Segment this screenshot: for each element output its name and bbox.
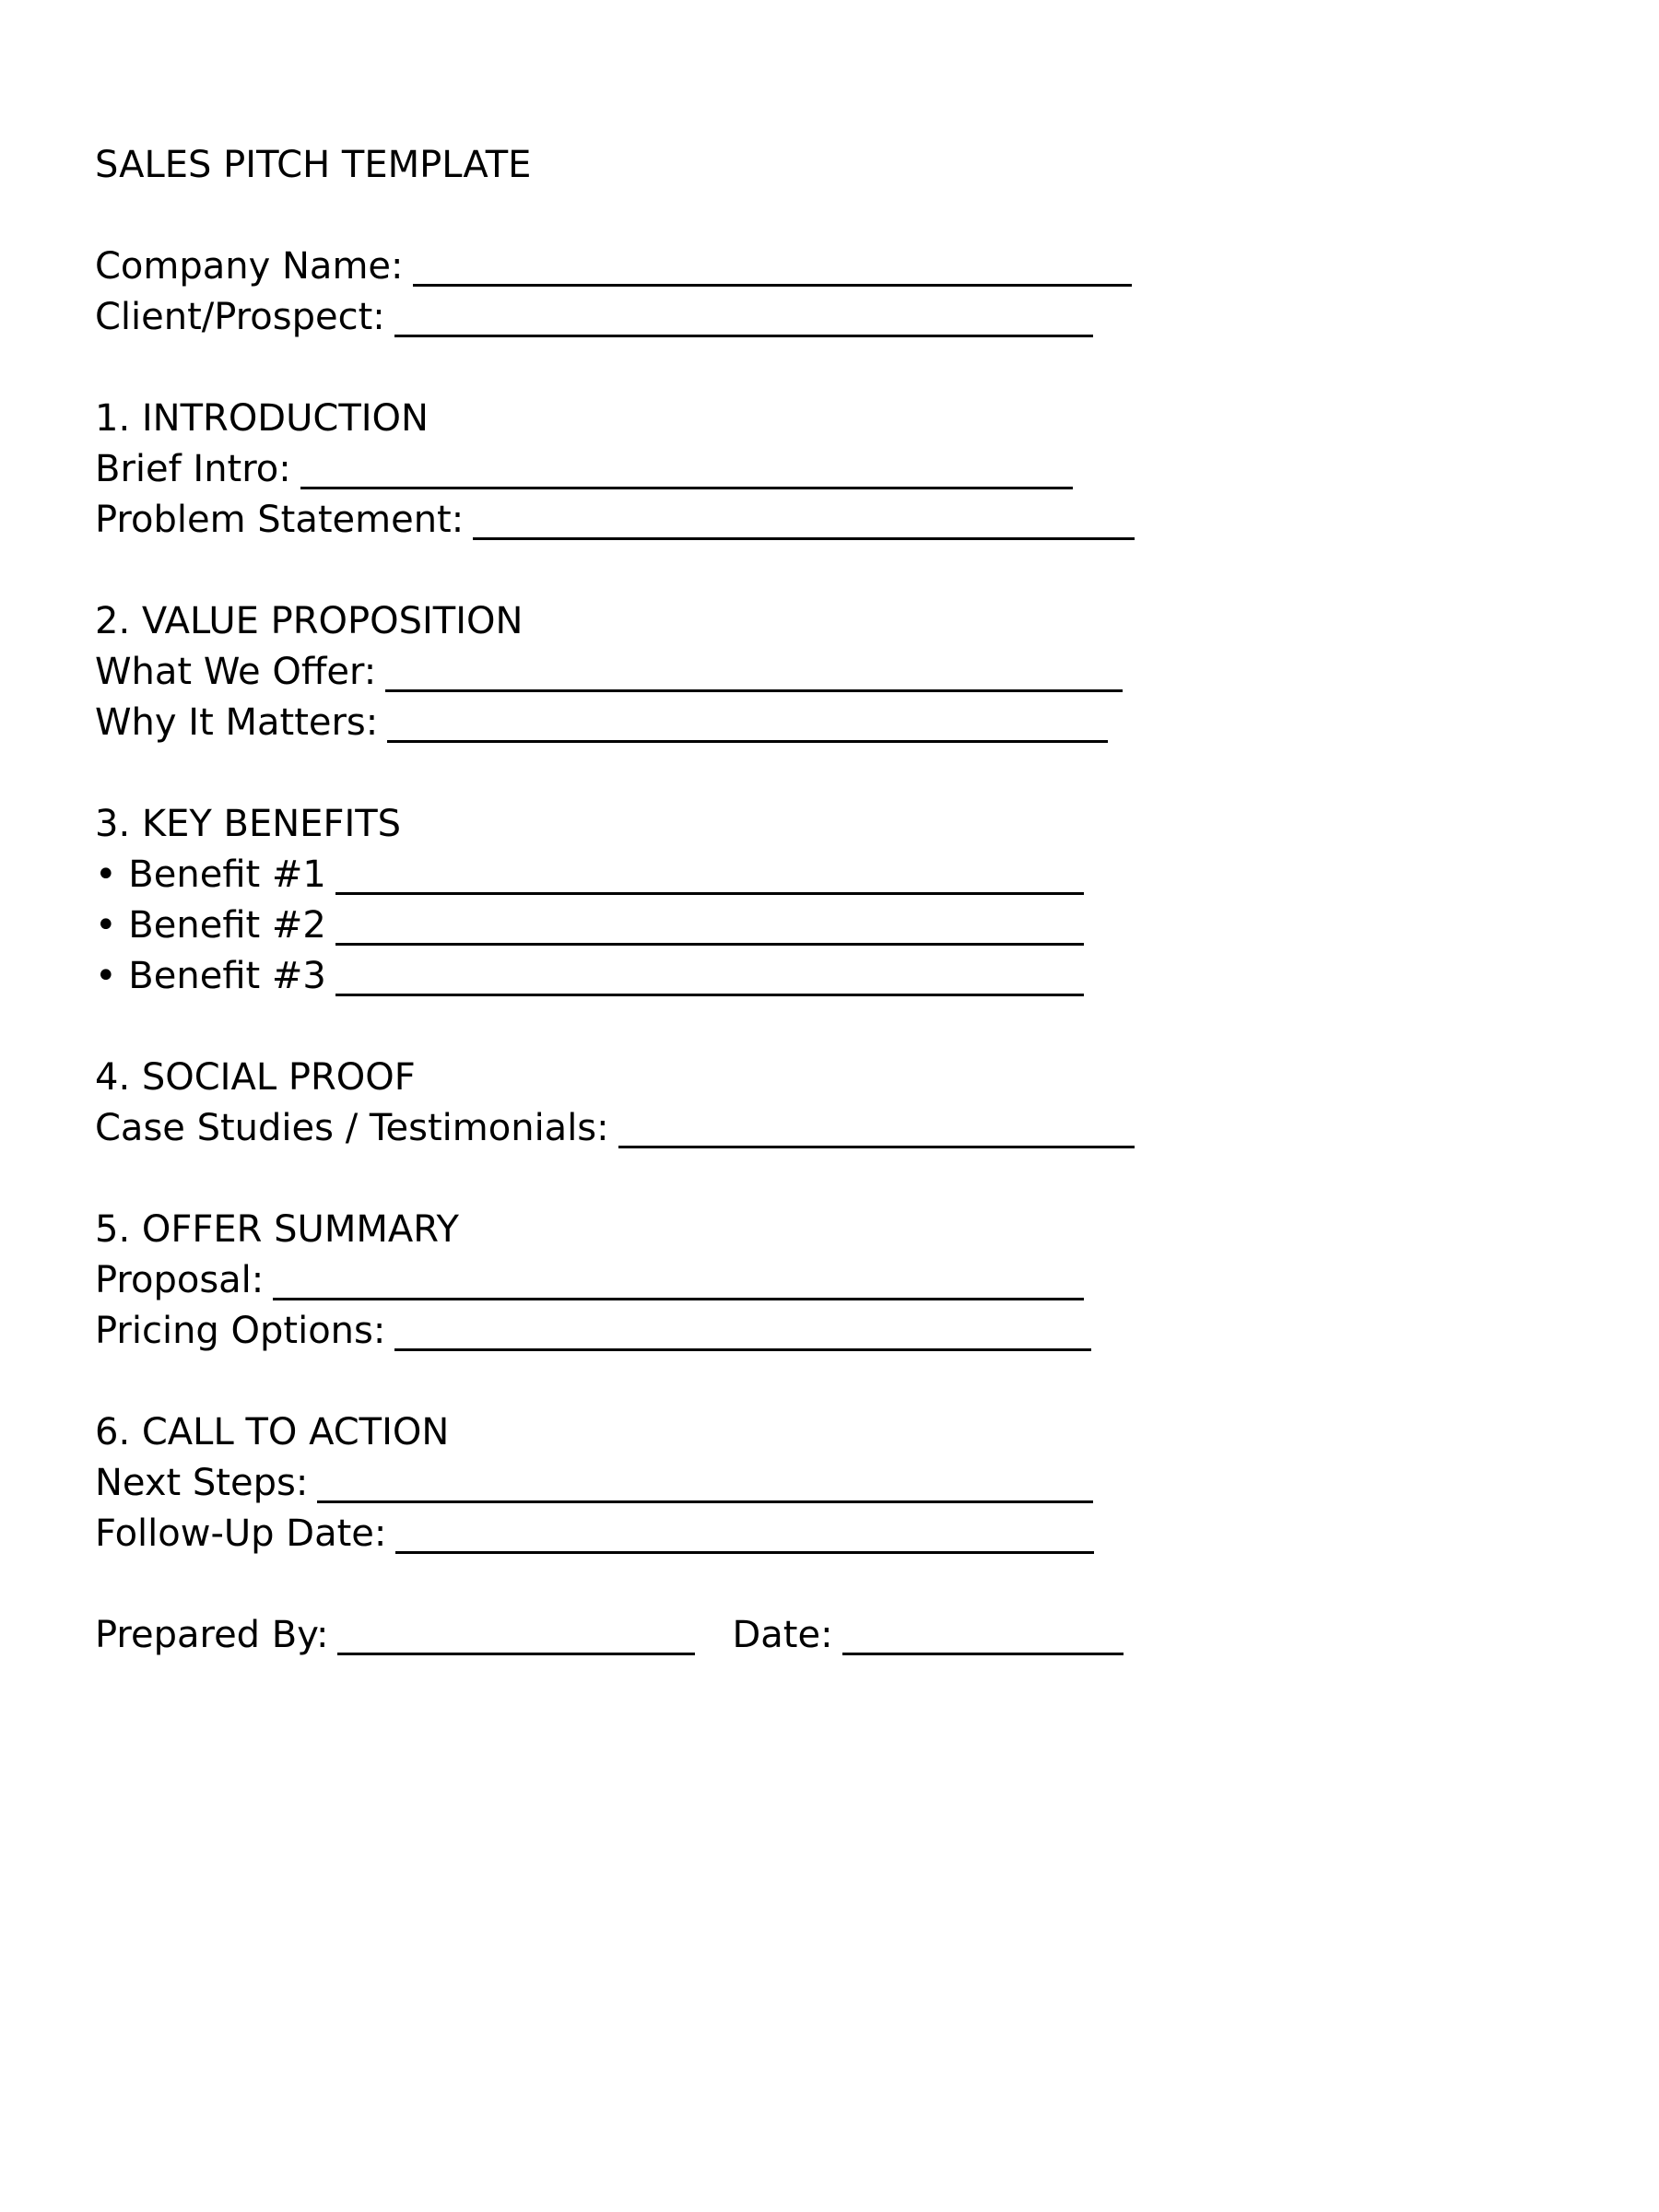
field-label: Next Steps: bbox=[95, 1462, 309, 1504]
field-label: Brief Intro: bbox=[95, 448, 291, 490]
field-label: • Benefit #3 bbox=[95, 955, 326, 997]
section-social-proof bbox=[95, 1053, 1604, 1154]
fill-in-line bbox=[473, 537, 1135, 540]
field-label: Problem Statement: bbox=[95, 499, 465, 541]
field-follow-up-date bbox=[95, 1509, 1604, 1559]
field-client-prospect bbox=[95, 292, 1604, 343]
fill-in-line bbox=[317, 1500, 1093, 1503]
field-label: Company Name: bbox=[95, 245, 404, 288]
field-proposal bbox=[95, 1255, 1604, 1306]
field-what-we-offer bbox=[95, 647, 1604, 698]
section-value-proposition bbox=[95, 596, 1604, 748]
fill-in-line bbox=[335, 994, 1084, 996]
field-next-steps bbox=[95, 1458, 1604, 1509]
fill-in-line bbox=[387, 740, 1108, 743]
date-label: Date: bbox=[732, 1614, 833, 1656]
field-label: Pricing Options: bbox=[95, 1310, 386, 1352]
fill-in-line bbox=[385, 689, 1123, 692]
fill-in-line bbox=[413, 284, 1132, 287]
field-brief-intro bbox=[95, 444, 1604, 495]
field-why-it-matters bbox=[95, 698, 1604, 748]
section-heading: 2. VALUE PROPOSITION bbox=[95, 600, 524, 642]
field-label: • Benefit #2 bbox=[95, 904, 326, 947]
fill-in-line bbox=[394, 1348, 1091, 1351]
field-label: • Benefit #1 bbox=[95, 853, 326, 896]
field-label: Case Studies / Testimonials: bbox=[95, 1107, 609, 1149]
footer-line bbox=[95, 1610, 1604, 1661]
field-benefit-1 bbox=[95, 850, 1604, 900]
field-label: What We Offer: bbox=[95, 651, 377, 693]
prepared-by-label: Prepared By: bbox=[95, 1614, 329, 1656]
fill-in-line bbox=[618, 1146, 1135, 1148]
fill-in-line bbox=[335, 892, 1084, 895]
field-label: Client/Prospect: bbox=[95, 296, 385, 338]
section-key-benefits bbox=[95, 799, 1604, 1002]
section-offer-summary bbox=[95, 1205, 1604, 1357]
prepared-by-fill-line bbox=[337, 1653, 695, 1655]
fill-in-line bbox=[300, 487, 1073, 489]
field-company-name bbox=[95, 241, 1604, 292]
section-heading: 6. CALL TO ACTION bbox=[95, 1411, 450, 1453]
header-fields bbox=[95, 241, 1604, 343]
date-fill-line bbox=[842, 1653, 1124, 1655]
section-call-to-action bbox=[95, 1407, 1604, 1559]
section-heading: 1. INTRODUCTION bbox=[95, 397, 429, 440]
fill-in-line bbox=[335, 943, 1084, 946]
page-title: SALES PITCH TEMPLATE bbox=[95, 144, 532, 186]
field-benefit-2 bbox=[95, 900, 1604, 951]
field-pricing-options bbox=[95, 1306, 1604, 1357]
fill-in-line bbox=[395, 1551, 1094, 1554]
field-label: Why It Matters: bbox=[95, 701, 379, 744]
field-problem-statement bbox=[95, 495, 1604, 546]
section-heading: 3. KEY BENEFITS bbox=[95, 803, 402, 845]
field-benefit-3 bbox=[95, 951, 1604, 1002]
field-label: Follow-Up Date: bbox=[95, 1512, 387, 1555]
field-label: Proposal: bbox=[95, 1259, 265, 1301]
fill-in-line bbox=[394, 335, 1093, 337]
section-heading: 4. SOCIAL PROOF bbox=[95, 1056, 416, 1099]
field-case-studies-testimonials bbox=[95, 1103, 1604, 1154]
fill-in-line bbox=[273, 1298, 1084, 1300]
section-introduction bbox=[95, 394, 1604, 546]
section-heading: 5. OFFER SUMMARY bbox=[95, 1208, 459, 1251]
